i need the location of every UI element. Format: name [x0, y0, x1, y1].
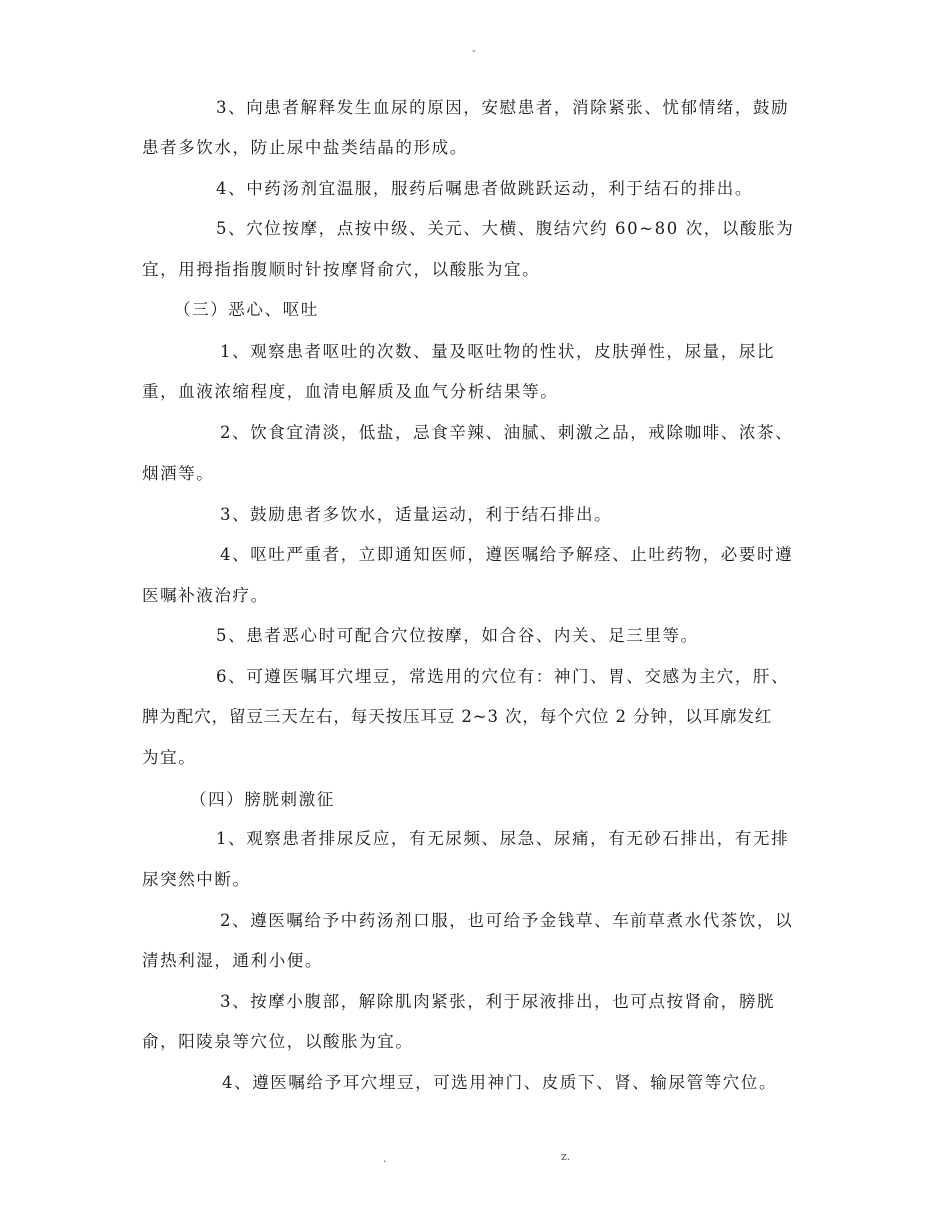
- section-heading: （三）恶心、呕吐: [174, 300, 319, 319]
- footer-mark-left: .: [383, 1152, 387, 1165]
- paragraph-line: 3、鼓励患者多饮水，适量运动，利于结石排出。: [220, 505, 613, 524]
- paragraph-line: 俞，阳陵泉等穴位，以酸胀为宜。: [142, 1032, 414, 1051]
- section-heading: （四）膀胱刺激征: [190, 790, 335, 809]
- paragraph-line: 宜，用拇指指腹顺时针按摩肾俞穴，以酸胀为宜。: [142, 260, 541, 279]
- paragraph-line: 3、按摩小腹部，解除肌肉紧张，利于尿液排出，也可点按肾俞，膀胱: [220, 992, 776, 1011]
- paragraph-line: 1、观察患者排尿反应，有无尿频、尿急、尿痛，有无砂石排出，有无排: [216, 829, 790, 848]
- paragraph-line: 5、穴位按摩，点按中级、关元、大横、腹结穴约 60~80 次，以酸胀为: [216, 219, 795, 238]
- paragraph-line: 1、观察患者呕吐的次数、量及呕吐物的性状，皮肤弹性，尿量，尿比: [220, 342, 776, 361]
- paragraph-line: 尿突然中断。: [142, 870, 251, 889]
- paragraph-line: 6、可遵医嘱耳穴埋豆，常选用的穴位有：神门、胃、交感为主穴，肝、: [216, 667, 790, 686]
- paragraph-line: 4、遵医嘱给予耳穴埋豆，可选用神门、皮质下、肾、输尿管等穴位。: [222, 1073, 778, 1092]
- paragraph-line: 重，血液浓缩程度，血清电解质及血气分析结果等。: [142, 382, 559, 401]
- paragraph-line: 5、患者恶心时可配合穴位按摩，如合谷、内关、足三里等。: [216, 626, 699, 645]
- paragraph-line: 2、遵医嘱给予中药汤剂口服，也可给予金钱草、车前草煮水代茶饮，以: [220, 911, 794, 930]
- footer-mark-right: z.: [561, 1150, 571, 1163]
- paragraph-line: 为宜。: [142, 748, 197, 767]
- paragraph-line: 3、向患者解释发生血尿的原因，安慰患者，消除紧张、忧郁情绪，鼓励: [216, 98, 790, 117]
- paragraph-line: 2、饮食宜清淡，低盐，忌食辛辣、油腻、刺激之品，戒除咖啡、浓茶、: [220, 423, 794, 442]
- paragraph-line: 医嘱补液治疗。: [142, 586, 269, 605]
- paragraph-line: 脾为配穴，留豆三天左右，每天按压耳豆 2~3 次，每个穴位 2 分钟，以耳廓发红: [142, 707, 773, 726]
- paragraph-line: 烟酒等。: [142, 464, 215, 483]
- header-mark: -: [472, 44, 476, 57]
- paragraph-line: 4、中药汤剂宜温服，服药后嘱患者做跳跃运动，利于结石的排出。: [216, 179, 753, 198]
- paragraph-line: 4、呕吐严重者，立即通知医师，遵医嘱给予解痉、止吐药物，必要时遵: [220, 545, 794, 564]
- paragraph-line: 患者多饮水，防止尿中盐类结晶的形成。: [142, 138, 468, 157]
- paragraph-line: 清热利湿，通利小便。: [142, 951, 323, 970]
